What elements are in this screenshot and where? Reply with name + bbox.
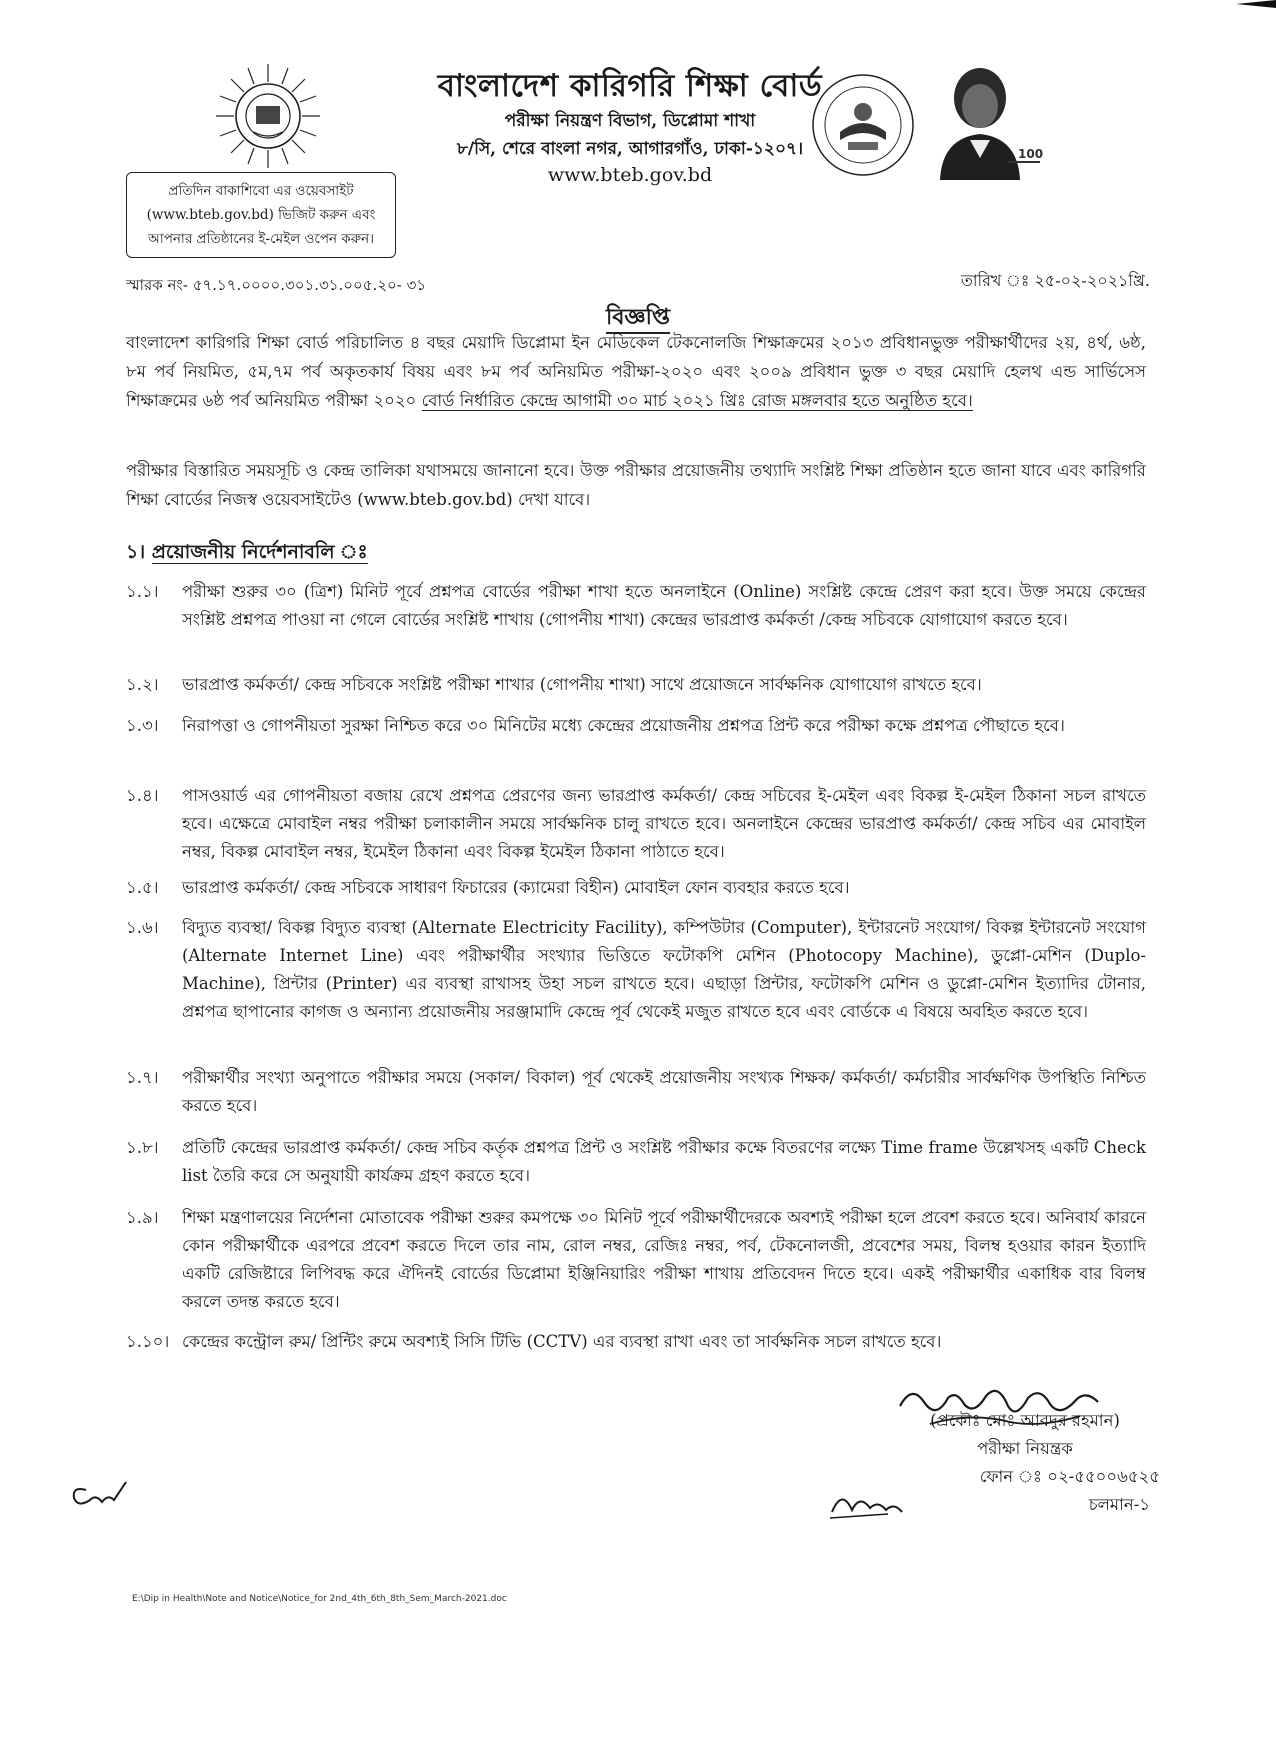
item-text: প্রতিটি কেন্দ্রের ভারপ্রাপ্ত কর্মকর্তা/ কেন্দ্র সচিব কর্তৃক প্রশ্নপত্র প্রিন্ট ও সংশ্লিষ্ট পরীক্ষার কক্ষে বিতরণের লক্ষ্যে Time frame উল্লেখসহ একটি Check list তৈরি করে সে অনুযায়ী কার্যক্রম গ্রহণ করতে হবে। bbox=[182, 1138, 1146, 1185]
intro-text: বাংলাদেশ কারিগরি শিক্ষা বোর্ড পরিচালিত ৪ বছর মেয়াদি ডিপ্লোমা ইন মেডিকেল টেকনোলজি শিক্ষাক্রমের ২০১৩ প্রবিধানভুক্ত পরীক্ষার্থীদের ২য়, ৪র্থ, ৬ষ্ঠ, ৮ম পর্ব নিয়মিত, ৫ম,৭ম পর্ব অকৃতকার্য বিষয় এবং ৮ম পর্ব অনিয়মিত পরীক্ষা-২০২০ এবং ২০০৯ প্রবিধান ভুক্ত ৩ বছর মেয়াদি হেলথ এন্ড সার্ভিসেস শিক্ষাক্রমের ৬ষ্ঠ পর্ব অনিয়মিত পরীক্ষা ২০২০ bbox=[126, 333, 1146, 410]
item-number: ১.২। bbox=[126, 675, 159, 694]
org-title: বাংলাদেশ কারিগরি শিক্ষা বোর্ড bbox=[437, 68, 823, 104]
government-seal-icon bbox=[212, 60, 324, 172]
memo-number: স্মারক নং- ৫৭.১৭.০০০০.৩০১.৩১.০০৫.২০- ৩১ bbox=[126, 276, 427, 294]
details-paragraph: পরীক্ষার বিস্তারিত সময়সূচি ও কেন্দ্র তালিকা যথাসময়ে জানানো হবে। উক্ত পরীক্ষার প্রয়োজনীয় তথ্যাদি সংশ্লিষ্ট শিক্ষা প্রতিষ্ঠান হতে জানা যাবে এবং কারিগরি শিক্ষা বোর্ডের নিজস্ব ওয়েবসাইটেও (www.bteb.gov.bd) দেখা যাবে। bbox=[126, 461, 1146, 509]
signatory-name: (প্রকৌঃ মোঃ আবদুর রহমান) bbox=[930, 1411, 1120, 1430]
item-number: ১.৬। bbox=[126, 918, 159, 937]
item-number: ১.১০। bbox=[126, 1332, 170, 1351]
exam-date-underlined: বোর্ড নির্ধারিত কেন্দ্রে আগামী ৩০ মার্চ ২০২১ খ্রিঃ রোজ মঙ্গলবার হতে অনুষ্ঠিত হবে। bbox=[421, 391, 973, 410]
instruction-item bbox=[126, 1064, 1146, 1120]
website-notice-box bbox=[126, 172, 396, 258]
instruction-item bbox=[126, 578, 1146, 634]
item-number: ১.৪। bbox=[126, 786, 159, 805]
instruction-item bbox=[126, 1134, 1146, 1190]
instruction-item bbox=[126, 712, 1146, 740]
instruction-item bbox=[126, 914, 1146, 1026]
item-text: ভারপ্রাপ্ত কর্মকর্তা/ কেন্দ্র সচিবকে সাধারণ ফিচারের (ক্যামেরা বিহীন) মোবাইল ফোন ব্যবহার করতে হবে। bbox=[182, 878, 850, 897]
scan-edge-mark bbox=[1232, 0, 1276, 14]
notice-box-line: (www.bteb.gov.bd) ভিজিট করুন এবং bbox=[146, 207, 376, 223]
item-text: বিদ্যুত ব্যবস্থা/ বিকল্প বিদ্যুত ব্যবস্থা (Alternate Electricity Facility), কম্পিউটার (Computer), ইন্টারনেট সংযোগ/ বিকল্প ইন্টারনেট সংযোগ (Alternate Internet Line) এবং পরীক্ষার্থীর সংখ্যার ভিত্তিতে ফটোকপি মেশিন (Photocopy Machine), ডুপ্লো-মেশিন (Duplo- Machine), প্রিন্টার (Printer) এর ব্যবস্থা রাখাসহ উহা সচল রাখতে হবে। এছাড়া প্রিন্টার, ফটোকপি মেশিন ও ডুপ্লো-মেশিন ইত্যাদির টোনার, প্রশ্নপত্র ছাপানোর কাগজ ও অন্যান্য প্রয়োজনীয় সরঞ্জামাদি কেন্দ্রে পূর্ব থেকেই মজুত রাখতে হবে এবং বোর্ডকে এ বিষয়ে অবহিত করতে হবে। bbox=[182, 918, 1146, 1021]
org-address: ৮/সি, শেরে বাংলা নগর, আগারগাঁও, ঢাকা-১২০৭। bbox=[456, 139, 804, 159]
signatory-phone: ফোন ঃ ০২-৫৫০০৬৫২৫ bbox=[979, 1467, 1160, 1486]
org-website: www.bteb.gov.bd bbox=[547, 164, 713, 186]
department-name: পরীক্ষা নিয়ন্ত্রণ বিভাগ, ডিপ্লোমা শাখা bbox=[504, 111, 756, 131]
item-number: ১.৫। bbox=[126, 878, 159, 897]
item-number: ১.৩। bbox=[126, 716, 159, 735]
portrait-image-icon bbox=[920, 58, 1065, 180]
item-number: ১.৭। bbox=[126, 1068, 159, 1087]
item-text: নিরাপত্তা ও গোপনীয়তা সুরক্ষা নিশ্চিত করে ৩০ মিনিটের মধ্যে কেন্দ্রের প্রয়োজনীয় প্রশ্নপত্র প্রিন্ট করে পরীক্ষা কক্ষে প্রশ্নপত্র পৌছাতে হবে। bbox=[182, 716, 1065, 735]
signatory-designation: পরীক্ষা নিয়ন্ত্রক bbox=[977, 1439, 1073, 1458]
item-number: ১.৮। bbox=[126, 1138, 159, 1157]
instruction-item bbox=[126, 671, 1146, 699]
item-text: পরীক্ষা শুরুর ৩০ (ত্রিশ) মিনিট পূর্বে প্রশ্নপত্র বোর্ডের পরীক্ষা শাখা হতে অনলাইনে (Online) সংশ্লিষ্ট কেন্দ্রে প্রেরণ করা হবে। উক্ত সময়ে কেন্দ্রের সংশ্লিষ্ট প্রশ্নপত্র পাওয়া না গেলে বোর্ডের সংশ্লিষ্ট শাখায় (গোপনীয় শাখা) কেন্দ্রের ভারপ্রাপ্ত কর্মকর্তা /কেন্দ্র সচিবকে যোগাযোগ করতে হবে। bbox=[182, 582, 1146, 629]
continued-label: চলমান-১ bbox=[1088, 1495, 1150, 1514]
item-text: শিক্ষা মন্ত্রণালয়ের নির্দেশনা মোতাবেক পরীক্ষা শুরুর কমপক্ষে ৩০ মিনিট পূর্বে পরীক্ষার্থীদেরকে অবশ্যই পরীক্ষা হলে প্রবেশ করতে হবে। অনিবার্য কারনে কোন পরীক্ষার্থীকে এরপরে প্রবেশ করতে দিলে তার নাম, রোল নম্বর, রেজিঃ নম্বর, পর্ব, টেকনোলজী, প্রবেশের সময়, বিলম্ব হওয়ার কারন ইত্যাদি একটি রেজিষ্টারে লিপিবদ্ধ করে ঐদিনই বোর্ডের ডিপ্লোমা ইঞ্জিনিয়ারিং পরীক্ষা শাখায় প্রতিবেদন দিতে হবে। একই পরীক্ষার্থীর একাধিক বার বিলম্ব করলে তদন্ত করতে হবে। bbox=[182, 1208, 1146, 1311]
item-number: ১.১। bbox=[126, 582, 159, 601]
item-text: পাসওয়ার্ড এর গোপনীয়তা বজায় রেখে প্রশ্নপত্র প্রেরণের জন্য ভারপ্রাপ্ত কর্মকর্তা/ কেন্দ্র সচিবের ই-মেইল এবং বিকল্প ই-মেইল ঠিকানা সচল রাখতে হবে। এক্ষেত্রে মোবাইল নম্বর পরীক্ষা চলাকালীন সময়ে সার্বক্ষনিক চালু রাখতে হবে। অনলাইনে কেন্দ্রের ভারপ্রাপ্ত কর্মকর্তা/ কেন্দ্র সচিব এর মোবাইল নম্বর, বিকল্প মোবাইল নম্বর, ইমেইল ঠিকানা এবং বিকল্প ইমেইল ঠিকানা পাঠাতে হবে। bbox=[182, 786, 1146, 861]
notice-date: তারিখ ঃ ২৫-০২-২০২১খ্রি. bbox=[960, 271, 1150, 290]
svg-text:100: 100 bbox=[1018, 147, 1044, 161]
item-text: ভারপ্রাপ্ত কর্মকর্তা/ কেন্দ্র সচিবকে সংশ্লিষ্ট পরীক্ষা শাখার (গোপনীয় শাখা) সাথে প্রয়োজনে সার্বক্ষনিক যোগাযোগ রাখতে হবে। bbox=[182, 675, 982, 694]
notice-box-line: প্রতিদিন বাকাশিবো এর ওয়েবসাইট bbox=[168, 183, 354, 199]
instruction-item bbox=[126, 1204, 1146, 1316]
instruction-item bbox=[126, 782, 1146, 866]
item-text: পরীক্ষার্থীর সংখ্যা অনুপাতে পরীক্ষার সময়ে (সকাল/ বিকাল) পূর্ব থেকেই প্রয়োজনীয় সংখ্যক শিক্ষক/ কর্মকর্তা/ কর্মচারীর সার্বক্ষণিক উপস্থিতি নিশ্চিত করতে হবে। bbox=[182, 1068, 1146, 1115]
file-path-footer: E:\Dip in Health\Note and Notice\Notice_for 2nd_4th_6th_8th_Sem_March-2021.doc bbox=[132, 1594, 507, 1604]
item-text: কেন্দ্রের কন্ট্রোল রুম/ প্রিন্টিং রুমে অবশ্যই সিসি টিভি (CCTV) এর ব্যবস্থা রাখা এবং তা সার্বক্ষনিক সচল রাখতে হবে। bbox=[182, 1332, 942, 1351]
item-number: ১.৯। bbox=[126, 1208, 159, 1227]
instruction-item bbox=[126, 874, 1146, 902]
heading-text: বিজ্ঞপ্তি bbox=[606, 304, 670, 334]
intro-paragraph bbox=[126, 328, 1146, 415]
section-heading bbox=[126, 538, 368, 570]
section-title: প্রয়োজনীয় নির্দেশনাবলি ঃ bbox=[151, 541, 368, 563]
margin-handwriting-icon bbox=[66, 1472, 136, 1512]
instruction-item bbox=[126, 1328, 1146, 1356]
notice-box-line: আপনার প্রতিষ্ঠানের ই-মেইল ওপেন করুন। bbox=[147, 231, 375, 247]
section-number: ১। bbox=[126, 541, 146, 563]
